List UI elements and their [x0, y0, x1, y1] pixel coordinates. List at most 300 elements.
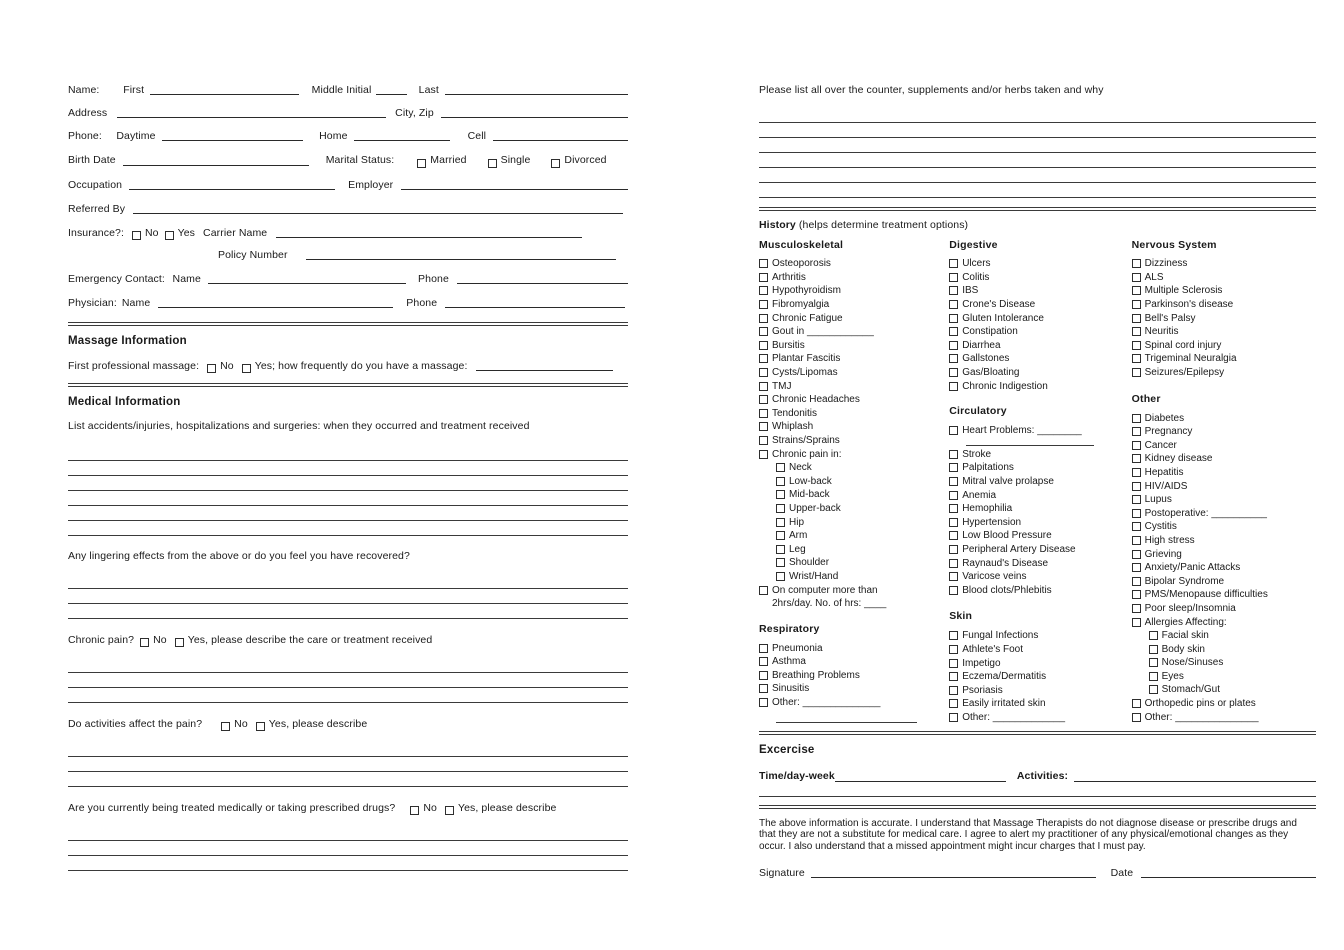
history-item[interactable] — [949, 271, 1131, 285]
checkbox[interactable] — [949, 645, 958, 654]
chronic-pain-no-checkbox[interactable] — [140, 638, 149, 647]
checkbox[interactable] — [1132, 509, 1141, 518]
insurance-no-checkbox[interactable] — [132, 231, 141, 240]
checkbox[interactable] — [759, 354, 768, 363]
checkbox[interactable] — [759, 327, 768, 336]
history-item[interactable] — [1132, 520, 1316, 534]
history-item[interactable] — [1132, 271, 1316, 285]
first-label: First — [123, 84, 145, 96]
write-line[interactable] — [68, 604, 628, 619]
checkbox[interactable] — [949, 545, 958, 554]
checkbox[interactable] — [1132, 563, 1141, 572]
history-subitem[interactable] — [759, 529, 949, 543]
checkbox[interactable] — [759, 644, 768, 653]
checkbox[interactable] — [949, 504, 958, 513]
history-item[interactable] — [759, 312, 949, 326]
exercise-time-input[interactable] — [835, 781, 1006, 782]
history-item[interactable] — [949, 502, 1131, 516]
marital-single-checkbox[interactable] — [488, 159, 497, 168]
history-item-label: Blood clots/Phlebitis — [962, 584, 1052, 596]
write-line[interactable] — [759, 108, 1316, 123]
checkbox[interactable] — [949, 354, 958, 363]
checkbox[interactable] — [1132, 482, 1141, 491]
checkbox[interactable] — [949, 713, 958, 722]
checkbox[interactable] — [1132, 699, 1141, 708]
history-item[interactable] — [759, 682, 949, 696]
history-item-chronic-pain[interactable] — [759, 448, 949, 462]
medical-q3-lines[interactable] — [68, 658, 628, 703]
write-line[interactable] — [68, 476, 628, 491]
checkbox[interactable] — [776, 490, 785, 499]
checkbox[interactable] — [776, 463, 785, 472]
date-input[interactable] — [1141, 877, 1316, 878]
history-item-postoperative[interactable] — [1132, 507, 1316, 521]
write-line[interactable] — [68, 461, 628, 476]
referred-by-input[interactable] — [133, 213, 623, 214]
marital-married-checkbox[interactable] — [417, 159, 426, 168]
history-item[interactable] — [759, 271, 949, 285]
history-item[interactable] — [949, 448, 1131, 462]
history-item[interactable] — [1132, 284, 1316, 298]
history-item[interactable] — [949, 489, 1131, 503]
checkbox[interactable] — [776, 558, 785, 567]
write-line[interactable] — [68, 446, 628, 461]
history-item-label: Cystitis — [1144, 521, 1177, 533]
checkbox[interactable] — [1132, 522, 1141, 531]
checkbox[interactable] — [1132, 327, 1141, 336]
checkbox[interactable] — [1132, 590, 1141, 599]
history-item-label: Chronic Headaches — [772, 394, 860, 406]
history-item-label: Palpitations — [962, 462, 1014, 474]
history-item[interactable] — [759, 669, 949, 683]
signature-row — [759, 867, 1316, 880]
prescribed-drugs-yes-checkbox[interactable] — [445, 806, 454, 815]
checkbox[interactable] — [949, 463, 958, 472]
write-line[interactable] — [68, 841, 628, 856]
history-item[interactable] — [949, 366, 1131, 380]
checkbox[interactable] — [949, 518, 958, 527]
physician-phone-input[interactable] — [445, 307, 625, 308]
history-item[interactable] — [949, 684, 1131, 698]
occupation-label: Occupation — [68, 178, 123, 191]
history-item[interactable] — [759, 434, 949, 448]
history-subitem[interactable] — [759, 556, 949, 570]
checkbox[interactable] — [1132, 259, 1141, 268]
checkbox[interactable] — [759, 314, 768, 323]
history-subitem[interactable] — [759, 570, 949, 584]
checkbox[interactable] — [759, 368, 768, 377]
history-subitem[interactable] — [759, 488, 949, 502]
physician-name-input[interactable] — [158, 307, 393, 308]
history-item-label: Chronic Fatigue — [772, 312, 843, 324]
checkbox[interactable] — [1132, 354, 1141, 363]
checkbox[interactable] — [1132, 468, 1141, 477]
checkbox[interactable] — [759, 586, 768, 595]
medical-q4-lines[interactable] — [68, 742, 628, 787]
checkbox[interactable] — [949, 382, 958, 391]
employer-input[interactable] — [401, 189, 628, 190]
birthdate-marital-row — [68, 154, 628, 167]
write-line[interactable] — [759, 153, 1316, 168]
history-item[interactable] — [759, 380, 949, 394]
divider-consent-top — [759, 805, 1316, 809]
checkbox[interactable] — [949, 572, 958, 581]
history-item-label: Parkinson's disease — [1144, 299, 1234, 311]
checkbox[interactable] — [949, 368, 958, 377]
checkbox[interactable] — [1132, 618, 1141, 627]
checkbox[interactable] — [949, 491, 958, 500]
history-item[interactable] — [1132, 561, 1316, 575]
write-line[interactable] — [68, 856, 628, 871]
signature-input[interactable] — [811, 877, 1096, 878]
history-item-label: Other: _______________ — [1144, 711, 1259, 723]
history-item[interactable] — [949, 643, 1131, 657]
checkbox[interactable] — [759, 450, 768, 459]
activities-yes-checkbox[interactable] — [256, 722, 265, 731]
checkbox[interactable] — [949, 300, 958, 309]
medical-q5-lines[interactable] — [68, 826, 628, 871]
write-line[interactable] — [68, 658, 628, 673]
checkbox[interactable] — [949, 559, 958, 568]
write-line[interactable] — [68, 772, 628, 787]
history-item[interactable] — [759, 284, 949, 298]
history-item[interactable] — [1132, 339, 1316, 353]
write-line[interactable] — [759, 168, 1316, 183]
first-massage-no-checkbox[interactable] — [207, 364, 216, 373]
checkbox[interactable] — [1149, 658, 1158, 667]
medical-q1-prompt: List accidents/injuries, hospitalizations and surgeries: when they occurred and treatment received — [68, 420, 530, 433]
occupation-input[interactable] — [129, 189, 335, 190]
history-item-label: Raynaud's Disease — [962, 557, 1049, 569]
phone-label: Phone: — [68, 130, 102, 143]
history-item[interactable] — [949, 657, 1131, 671]
medical-q2-lines[interactable] — [68, 574, 628, 619]
checkbox[interactable] — [1132, 495, 1141, 504]
checkbox[interactable] — [949, 426, 958, 435]
write-line[interactable] — [68, 826, 628, 841]
history-item-label: Allergies Affecting: — [1144, 616, 1227, 628]
checkbox[interactable] — [949, 631, 958, 640]
checkbox[interactable] — [776, 545, 785, 554]
checkbox[interactable] — [949, 273, 958, 282]
history-subitem[interactable] — [1132, 629, 1316, 643]
history-item[interactable] — [759, 352, 949, 366]
history-subitem-label: Eyes — [1161, 670, 1184, 682]
checkbox[interactable] — [759, 698, 768, 707]
checkbox[interactable] — [949, 259, 958, 268]
history-item[interactable] — [1132, 257, 1316, 271]
checkbox[interactable] — [1149, 631, 1158, 640]
checkbox[interactable] — [776, 531, 785, 540]
history-item-label: Hemophilia — [962, 503, 1013, 515]
checkbox[interactable] — [949, 314, 958, 323]
history-item-other[interactable] — [759, 696, 949, 710]
history-subitem-label: Wrist/Hand — [789, 570, 839, 582]
history-item[interactable] — [949, 284, 1131, 298]
history-column-2 — [949, 239, 1131, 724]
history-subitem[interactable] — [759, 516, 949, 530]
history-item[interactable] — [759, 420, 949, 434]
history-subitem[interactable] — [759, 543, 949, 557]
history-item-label: Pneumonia — [772, 642, 823, 654]
history-item[interactable] — [759, 257, 949, 271]
checkbox[interactable] — [949, 341, 958, 350]
write-line[interactable] — [68, 506, 628, 521]
history-item[interactable] — [1132, 412, 1316, 426]
otc-lines[interactable] — [759, 108, 1316, 198]
history-item[interactable] — [949, 557, 1131, 571]
history-item[interactable] — [949, 312, 1131, 326]
history-item[interactable] — [949, 697, 1131, 711]
history-item[interactable] — [759, 366, 949, 380]
history-item-label: Colitis — [962, 271, 990, 283]
checkbox[interactable] — [949, 286, 958, 295]
checkbox[interactable] — [949, 477, 958, 486]
history-item[interactable] — [1132, 575, 1316, 589]
address-input[interactable] — [117, 117, 386, 118]
history-subitem-label: Hip — [789, 516, 805, 528]
checkbox[interactable] — [1149, 672, 1158, 681]
history-item[interactable] — [949, 461, 1131, 475]
history-item[interactable] — [949, 570, 1131, 584]
history-subitem[interactable] — [759, 461, 949, 475]
emergency-contact-row — [68, 273, 628, 286]
first-name-input[interactable] — [150, 94, 299, 95]
history-item[interactable] — [949, 475, 1131, 489]
history-item[interactable] — [949, 298, 1131, 312]
checkbox[interactable] — [1132, 314, 1141, 323]
history-item[interactable] — [1132, 466, 1316, 480]
write-line[interactable] — [759, 123, 1316, 138]
middle-initial-input[interactable] — [376, 94, 407, 95]
write-line[interactable] — [68, 491, 628, 506]
checkbox[interactable] — [759, 657, 768, 666]
history-column-1 — [759, 239, 949, 724]
checkbox[interactable] — [949, 659, 958, 668]
checkbox[interactable] — [1149, 685, 1158, 694]
history-item[interactable] — [1132, 439, 1316, 453]
checkbox[interactable] — [949, 450, 958, 459]
history-item-label: Hypothyroidism — [772, 285, 841, 297]
history-item-label: Psoriasis — [962, 684, 1003, 696]
history-item[interactable] — [1132, 588, 1316, 602]
history-item-label: Asthma — [772, 656, 806, 668]
checkbox[interactable] — [1132, 341, 1141, 350]
history-item-orthopedic[interactable] — [1132, 697, 1316, 711]
exercise-extra-line[interactable] — [759, 796, 1316, 797]
checkbox[interactable] — [949, 327, 958, 336]
marital-divorced-checkbox[interactable] — [551, 159, 560, 168]
write-line[interactable] — [759, 138, 1316, 153]
checkbox[interactable] — [1132, 577, 1141, 586]
history-item-label: Trigeminal Neuralgia — [1144, 353, 1237, 365]
emergency-phone-input[interactable] — [457, 283, 628, 284]
checkbox[interactable] — [1132, 604, 1141, 613]
history-item[interactable] — [1132, 602, 1316, 616]
checkbox[interactable] — [776, 572, 785, 581]
cell-phone-input[interactable] — [493, 140, 628, 141]
history-subitem[interactable] — [759, 475, 949, 489]
history-item-gout[interactable] — [759, 325, 949, 339]
write-line[interactable] — [68, 757, 628, 772]
divider-massage-top — [68, 322, 628, 326]
checkbox[interactable] — [949, 586, 958, 595]
write-line[interactable] — [68, 688, 628, 703]
history-subitem[interactable] — [759, 502, 949, 516]
checkbox[interactable] — [759, 671, 768, 680]
chronic-pain-yes-checkbox[interactable] — [175, 638, 184, 647]
history-item[interactable] — [949, 325, 1131, 339]
history-item[interactable] — [759, 298, 949, 312]
otc-prompt: Please list all over the counter, supplements and/or herbs taken and why — [759, 84, 1104, 96]
history-subitem[interactable] — [1132, 656, 1316, 670]
history-subitem[interactable] — [1132, 643, 1316, 657]
checkbox[interactable] — [1132, 427, 1141, 436]
history-item[interactable] — [759, 339, 949, 353]
emergency-name-label: Name — [172, 273, 201, 285]
checkbox[interactable] — [759, 684, 768, 693]
history-item[interactable] — [1132, 312, 1316, 326]
exercise-activities-input[interactable] — [1074, 781, 1316, 782]
history-subitem[interactable] — [1132, 683, 1316, 697]
history-item[interactable] — [949, 339, 1131, 353]
history-item[interactable] — [949, 352, 1131, 366]
checkbox[interactable] — [949, 686, 958, 695]
birth-date-input[interactable] — [123, 165, 309, 166]
history-item[interactable] — [759, 655, 949, 669]
respiratory-other-extra-line[interactable] — [776, 722, 917, 723]
checkbox[interactable] — [1132, 713, 1141, 722]
write-line[interactable] — [68, 673, 628, 688]
checkbox[interactable] — [1132, 368, 1141, 377]
history-item-label: Gout in ____________ — [772, 326, 874, 338]
checkbox[interactable] — [776, 518, 785, 527]
checkbox[interactable] — [1132, 286, 1141, 295]
write-line[interactable] — [68, 742, 628, 757]
write-line[interactable] — [759, 183, 1316, 198]
history-item[interactable] — [1132, 493, 1316, 507]
history-subitem[interactable] — [1132, 670, 1316, 684]
checkbox[interactable] — [1132, 273, 1141, 282]
checkbox[interactable] — [759, 259, 768, 268]
history-item[interactable] — [949, 529, 1131, 543]
first-massage-yes-checkbox[interactable] — [242, 364, 251, 373]
history-item-label: Stroke — [962, 448, 992, 460]
signature-label: Signature — [759, 866, 805, 879]
history-item[interactable] — [1132, 325, 1316, 339]
checkbox[interactable] — [759, 422, 768, 431]
heart-problems-extra-line[interactable] — [966, 445, 1094, 446]
carrier-name-input[interactable] — [276, 237, 582, 238]
checkbox[interactable] — [759, 273, 768, 282]
history-item-other[interactable] — [1132, 711, 1316, 725]
history-item[interactable] — [1132, 548, 1316, 562]
checkbox[interactable] — [1132, 441, 1141, 450]
checkbox[interactable] — [776, 504, 785, 513]
last-name-input[interactable] — [445, 94, 628, 95]
checkbox[interactable] — [759, 341, 768, 350]
massage-frequency-input[interactable] — [476, 370, 613, 371]
history-item[interactable] — [949, 543, 1131, 557]
history-item[interactable] — [1132, 298, 1316, 312]
history-item-label: Other: _____________ — [962, 711, 1066, 723]
write-line[interactable] — [68, 521, 628, 536]
phone-row — [68, 130, 628, 143]
checkbox[interactable] — [759, 300, 768, 309]
insurance-yes-checkbox[interactable] — [165, 231, 174, 240]
history-item-label: Peripheral Artery Disease — [962, 543, 1076, 555]
exercise-row — [759, 770, 1316, 783]
history-item[interactable] — [759, 642, 949, 656]
checkbox[interactable] — [949, 672, 958, 681]
history-item[interactable] — [759, 393, 949, 407]
history-item-label: Spinal cord injury — [1144, 339, 1222, 351]
history-item-label: Postoperative: __________ — [1144, 507, 1267, 519]
checkbox[interactable] — [949, 531, 958, 540]
activities-no-checkbox[interactable] — [221, 722, 230, 731]
history-item-label: Gluten Intolerance — [962, 312, 1044, 324]
history-item[interactable] — [1132, 425, 1316, 439]
write-line[interactable] — [68, 574, 628, 589]
history-item-label: Crone's Disease — [962, 299, 1036, 311]
checkbox[interactable] — [759, 286, 768, 295]
checkbox[interactable] — [759, 436, 768, 445]
write-line[interactable] — [68, 589, 628, 604]
history-item-label: Whiplash — [772, 421, 814, 433]
history-item[interactable] — [1132, 352, 1316, 366]
history-item[interactable] — [949, 257, 1131, 271]
city-zip-input[interactable] — [441, 117, 628, 118]
category-digestive-heading: Digestive — [949, 239, 998, 252]
history-item[interactable] — [1132, 534, 1316, 548]
cell-label: Cell — [467, 130, 487, 143]
history-item-label: Orthopedic pins or plates — [1144, 698, 1256, 710]
checkbox[interactable] — [759, 409, 768, 418]
daytime-phone-input[interactable] — [162, 140, 303, 141]
history-item[interactable] — [759, 407, 949, 421]
history-item[interactable] — [1132, 452, 1316, 466]
history-item-computer-use[interactable] — [759, 584, 949, 611]
history-item[interactable] — [1132, 366, 1316, 380]
checkbox[interactable] — [1132, 300, 1141, 309]
checkbox[interactable] — [1132, 550, 1141, 559]
checkbox[interactable] — [776, 477, 785, 486]
checkbox[interactable] — [1149, 645, 1158, 654]
history-item[interactable] — [949, 629, 1131, 643]
checkbox[interactable] — [1132, 414, 1141, 423]
medical-q1-lines[interactable] — [68, 446, 628, 536]
history-item[interactable] — [949, 670, 1131, 684]
history-item[interactable] — [1132, 480, 1316, 494]
history-item-heart-problems[interactable] — [949, 424, 1131, 438]
checkbox[interactable] — [1132, 536, 1141, 545]
history-item-label: Diabetes — [1144, 412, 1185, 424]
history-item[interactable] — [949, 380, 1131, 394]
prescribed-drugs-no-checkbox[interactable] — [410, 806, 419, 815]
history-item-allergies[interactable] — [1132, 616, 1316, 630]
history-item-label: Pregnancy — [1144, 426, 1193, 438]
checkbox[interactable] — [1132, 454, 1141, 463]
home-phone-input[interactable] — [354, 140, 450, 141]
checkbox[interactable] — [759, 382, 768, 391]
policy-number-input[interactable] — [306, 259, 616, 260]
emergency-name-input[interactable] — [208, 283, 406, 284]
history-item-other[interactable] — [949, 711, 1131, 725]
history-item[interactable] — [949, 584, 1131, 598]
checkbox[interactable] — [759, 395, 768, 404]
history-item[interactable] — [949, 516, 1131, 530]
checkbox[interactable] — [949, 699, 958, 708]
